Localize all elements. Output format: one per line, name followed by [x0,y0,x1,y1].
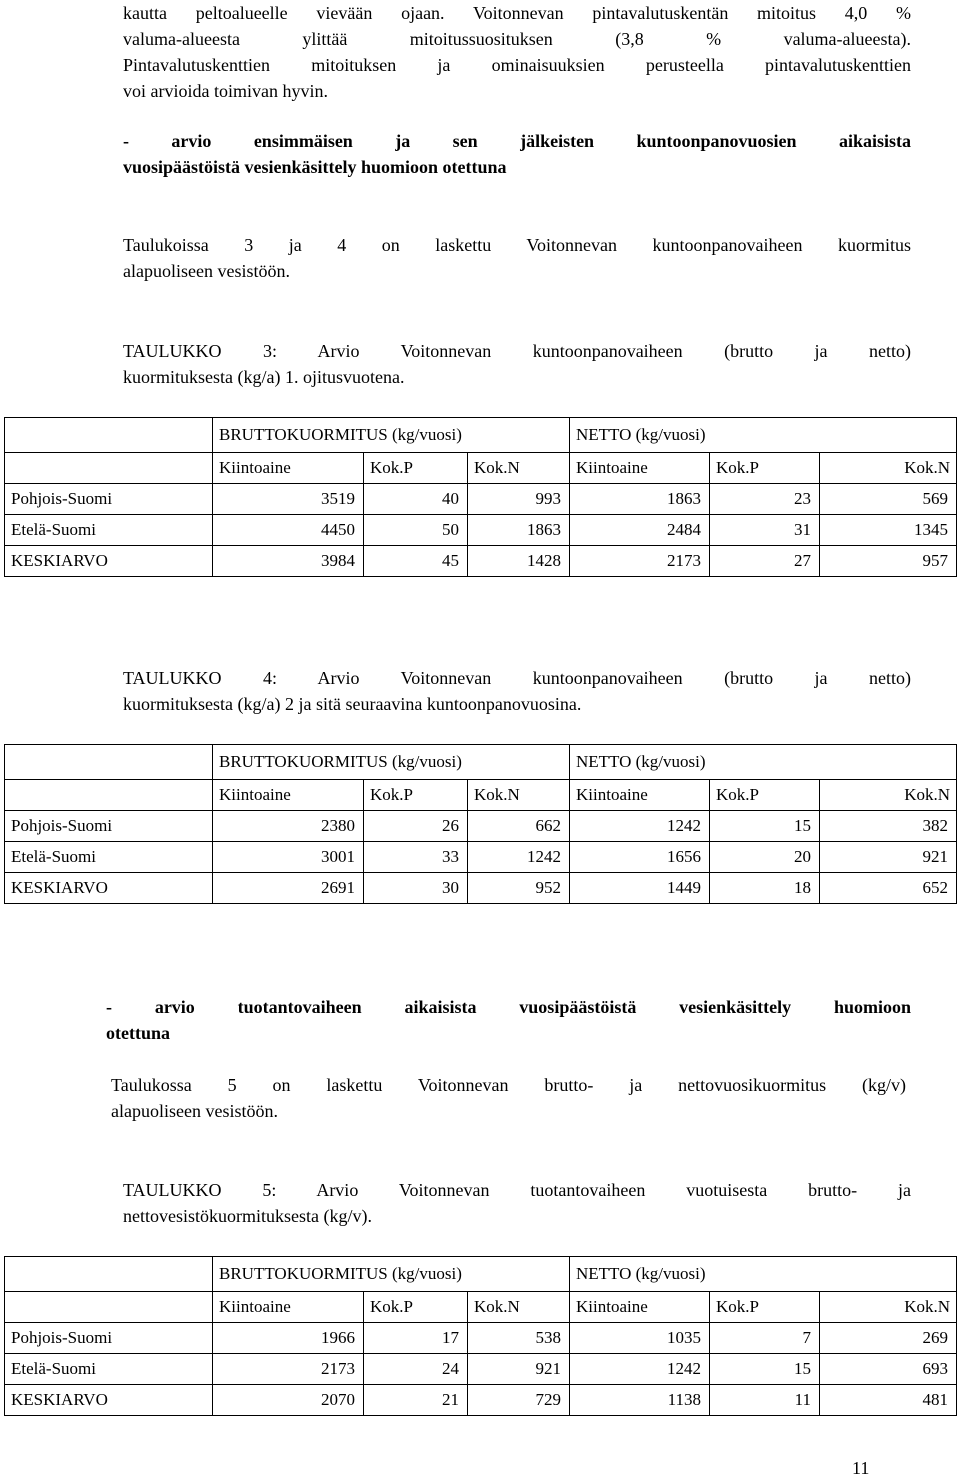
table-3 [4,417,957,577]
column-header: Kok.N [468,780,570,811]
table-4 [4,744,957,904]
column-header: Kok.P [710,780,820,811]
column-header: Kok.N [820,1292,957,1323]
intro-line-2: valuma-alueesta ylittää mitoitussuosituksen (3,8 % valuma-alueesta). [123,29,911,49]
table-cell: 993 [468,484,570,515]
column-header: Kok.N [820,780,957,811]
column-header: Kiintoaine [570,780,710,811]
column-header: Kiintoaine [213,453,364,484]
table-cell: 3519 [213,484,364,515]
table-row [5,842,957,873]
table-cell: 15 [710,811,820,842]
table-cell: 538 [468,1323,570,1354]
table-cell: 1428 [468,546,570,577]
group-header-brutto: BRUTTOKUORMITUS (kg/vuosi) [213,1257,570,1292]
para2-line-1: Taulukossa 5 on laskettu Voitonnevan brutto- ja nettovuosikuormitus (kg/v) [111,1075,906,1095]
row-label: Pohjois-Suomi [5,1323,213,1354]
heading1-line-1: - arvio ensimmäisen ja sen jälkeisten kuntoonpanovuosien aikaisista [123,131,911,151]
row-label: KESKIARVO [5,1385,213,1416]
table-row [5,1323,957,1354]
table-cell: 1345 [820,515,957,546]
table-cell: 3984 [213,546,364,577]
column-header: Kok.P [364,1292,468,1323]
column-header: Kok.N [468,1292,570,1323]
table-cell: 1242 [570,811,710,842]
table-cell: 1656 [570,842,710,873]
row-label: Etelä-Suomi [5,515,213,546]
table-cell: 1863 [468,515,570,546]
row-label: Pohjois-Suomi [5,811,213,842]
table-column-header-row [5,453,957,484]
table-column-header-row [5,780,957,811]
table-cell: 31 [710,515,820,546]
table-5 [4,1256,957,1416]
table5-caption-line-1: TAULUKKO 5: Arvio Voitonnevan tuotantovaiheen vuotuisesta brutto- ja [123,1180,911,1200]
table3-caption-line-1: TAULUKKO 3: Arvio Voitonnevan kuntoonpanovaiheen (brutto ja netto) [123,341,911,361]
table-cell: 2173 [213,1354,364,1385]
page-number: 11 [852,1458,870,1478]
intro-line-1: kautta peltoalueelle vievään ojaan. Voitonnevan pintavalutuskentän mitoitus 4,0 % [123,3,911,23]
row-label: Etelä-Suomi [5,842,213,873]
group-header-netto: NETTO (kg/vuosi) [570,745,957,780]
table-row [5,546,957,577]
table-cell: 3001 [213,842,364,873]
table-cell: 17 [364,1323,468,1354]
intro-paragraph [123,0,911,104]
row-label: KESKIARVO [5,546,213,577]
table-cell: 269 [820,1323,957,1354]
table-cell: 1966 [213,1323,364,1354]
table-row [5,873,957,904]
intro-line-4: voi arvioida toimivan hyvin. [123,81,328,101]
table-cell: 7 [710,1323,820,1354]
table5-caption [123,1177,911,1229]
table-cell: 15 [710,1354,820,1385]
column-header: Kiintoaine [570,1292,710,1323]
section-heading-tuotantovaihe [106,994,911,1046]
heading2-line-1: - arvio tuotantovaiheen aikaisista vuosipäästöistä vesienkäsittely huomioon [106,997,911,1017]
group-header-netto: NETTO (kg/vuosi) [570,1257,957,1292]
row-label: Etelä-Suomi [5,1354,213,1385]
table-label-header-cell [5,453,213,484]
table-cell: 11 [710,1385,820,1416]
table-cell: 2484 [570,515,710,546]
heading1-line-2: vuosipäästöistä vesienkäsittely huomioon otettuna [123,157,507,177]
table-cell: 24 [364,1354,468,1385]
para1-line-1: Taulukoissa 3 ja 4 on laskettu Voitonnevan kuntoonpanovaiheen kuormitus [123,235,911,255]
column-header: Kiintoaine [570,453,710,484]
table-cell: 921 [820,842,957,873]
column-header: Kiintoaine [213,1292,364,1323]
table3-caption-line-2: kuormituksesta (kg/a) 1. ojitusvuotena. [123,367,405,387]
table-cell: 952 [468,873,570,904]
column-header: Kok.P [364,453,468,484]
paragraph-taulukossa-5 [111,1072,906,1124]
table-row [5,484,957,515]
table-cell: 20 [710,842,820,873]
table-row [5,811,957,842]
table-cell: 50 [364,515,468,546]
table-cell: 2691 [213,873,364,904]
table-cell: 1242 [468,842,570,873]
table-cell: 4450 [213,515,364,546]
table-label-header-cell [5,1292,213,1323]
table-cell: 45 [364,546,468,577]
table-cell: 1449 [570,873,710,904]
table-cell: 23 [710,484,820,515]
table-cell: 2070 [213,1385,364,1416]
table-cell: 21 [364,1385,468,1416]
table-cell: 1035 [570,1323,710,1354]
row-label: KESKIARVO [5,873,213,904]
table-cell: 729 [468,1385,570,1416]
table4-caption-line-2: kuormituksesta (kg/a) 2 ja sitä seuraavina kuntoonpanovuosina. [123,694,582,714]
group-header-brutto: BRUTTOKUORMITUS (kg/vuosi) [213,745,570,780]
table-cell: 27 [710,546,820,577]
table-cell: 1863 [570,484,710,515]
table-cell: 40 [364,484,468,515]
table-cell: 1242 [570,1354,710,1385]
table-cell: 26 [364,811,468,842]
table-group-header-row [5,745,957,780]
table-cell: 18 [710,873,820,904]
para2-line-2: alapuoliseen vesistöön. [111,1101,278,1121]
intro-line-3: Pintavalutuskenttien mitoituksen ja ominaisuuksien perusteella pintavalutuskenttien [123,55,911,75]
table-cell: 957 [820,546,957,577]
table-cell: 921 [468,1354,570,1385]
table-group-header-row [5,1257,957,1292]
column-header: Kok.P [364,780,468,811]
row-label: Pohjois-Suomi [5,484,213,515]
table-cell: 662 [468,811,570,842]
table-cell: 30 [364,873,468,904]
table-cell: 2380 [213,811,364,842]
group-header-netto: NETTO (kg/vuosi) [570,418,957,453]
table-cell: 2173 [570,546,710,577]
column-header: Kok.N [468,453,570,484]
section-heading-kuntoonpano [123,128,911,180]
table-corner-cell [5,745,213,780]
table-row [5,515,957,546]
group-header-brutto: BRUTTOKUORMITUS (kg/vuosi) [213,418,570,453]
table-row [5,1354,957,1385]
table5-caption-line-2: nettovesistökuormituksesta (kg/v). [123,1206,372,1226]
table-cell: 33 [364,842,468,873]
column-header: Kok.N [820,453,957,484]
table-label-header-cell [5,780,213,811]
table-cell: 1138 [570,1385,710,1416]
table-column-header-row [5,1292,957,1323]
table-cell: 569 [820,484,957,515]
table-group-header-row [5,418,957,453]
table-corner-cell [5,1257,213,1292]
table-cell: 652 [820,873,957,904]
table-cell: 481 [820,1385,957,1416]
table4-caption-line-1: TAULUKKO 4: Arvio Voitonnevan kuntoonpanovaiheen (brutto ja netto) [123,668,911,688]
table4-caption [123,665,911,717]
table-row [5,1385,957,1416]
para1-line-2: alapuoliseen vesistöön. [123,261,290,281]
column-header: Kok.P [710,1292,820,1323]
table-cell: 382 [820,811,957,842]
heading2-line-2: otettuna [106,1023,170,1043]
column-header: Kiintoaine [213,780,364,811]
table-cell: 693 [820,1354,957,1385]
column-header: Kok.P [710,453,820,484]
table-corner-cell [5,418,213,453]
paragraph-taulukoissa [123,232,911,284]
table3-caption [123,338,911,390]
